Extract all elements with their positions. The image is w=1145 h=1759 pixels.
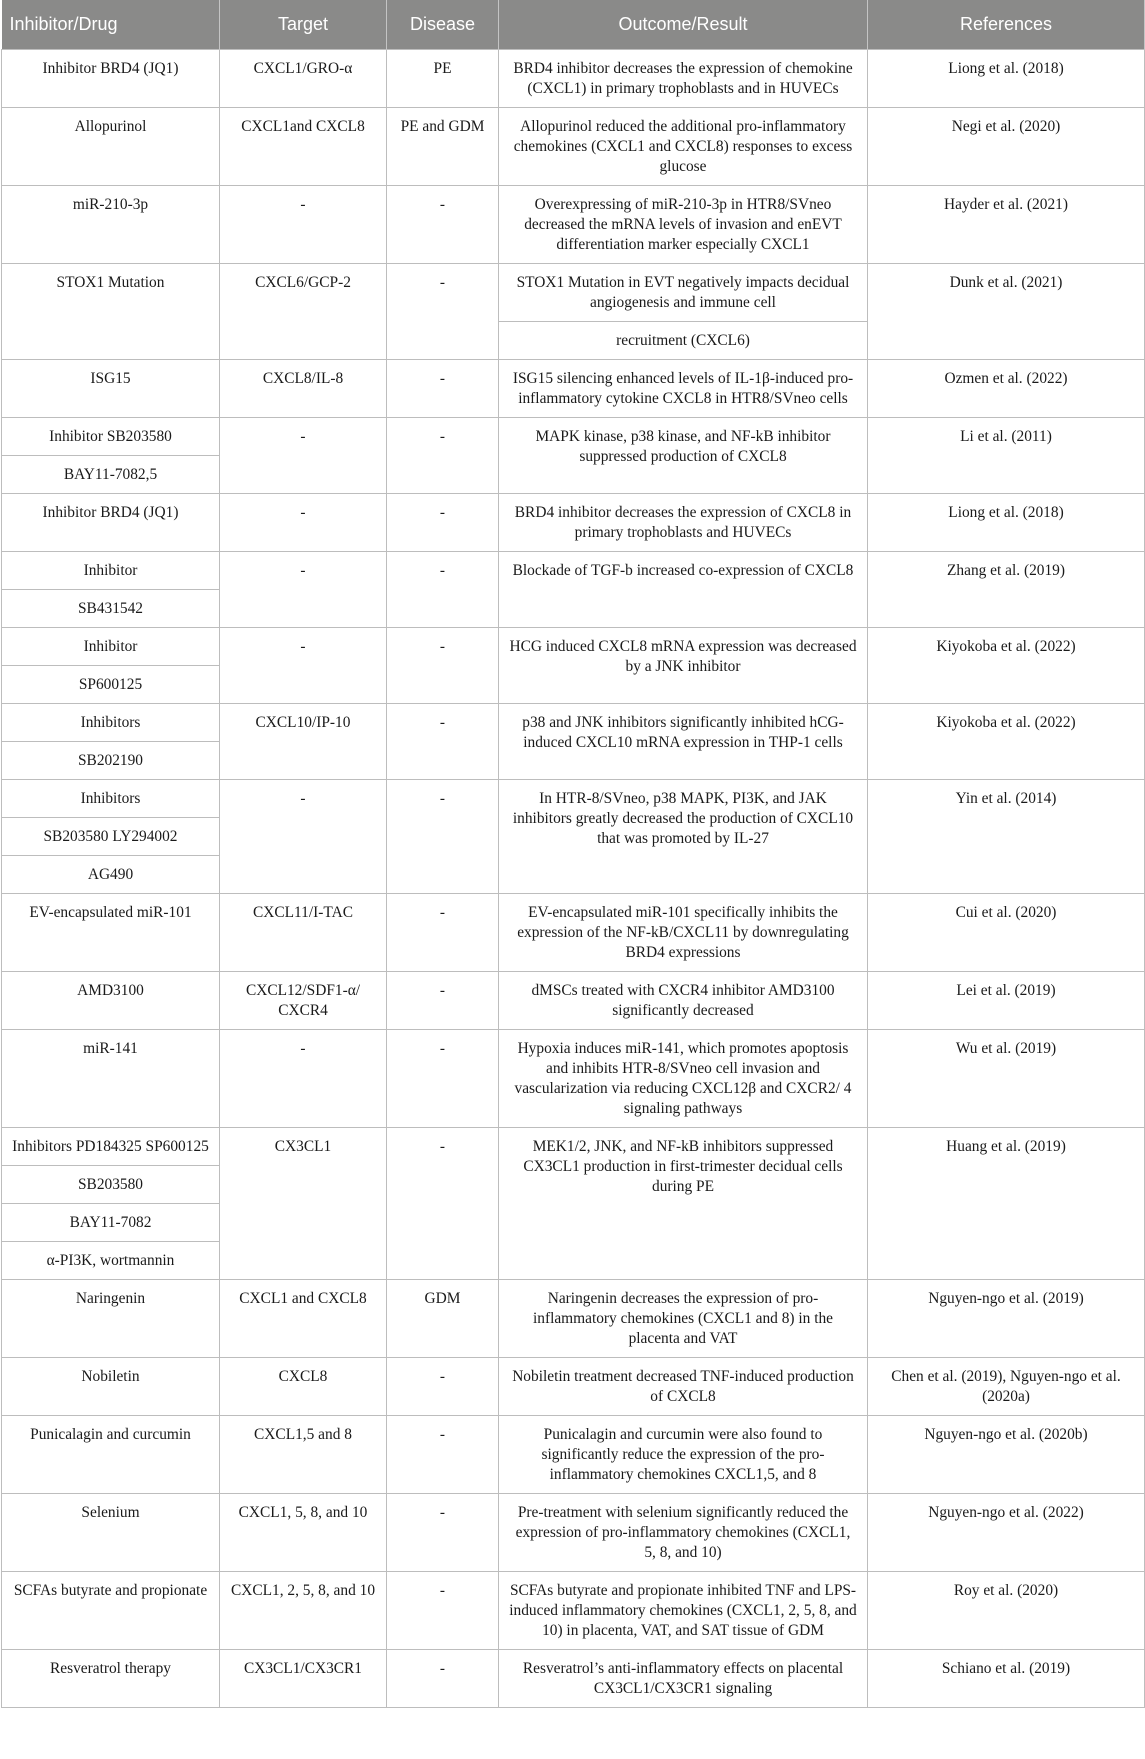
cell-outcome: Allopurinol reduced the additional pro-inflammatory chemokines (CXCL1 and CXCL8) responses to excess glucose: [499, 108, 868, 186]
table-row: [2, 1030, 1145, 1128]
cell-target: CXCL1, 2, 5, 8, and 10: [220, 1572, 387, 1650]
cell-disease: -: [387, 1416, 499, 1494]
cell-outcome: Hypoxia induces miR-141, which promotes apoptosis and inhibits HTR-8/SVneo cell invasion and vascularization via reducing CXCL12β and CXCR2/ 4 signaling pathways: [499, 1030, 868, 1128]
cell-drug: Resveratrol therapy: [2, 1650, 220, 1708]
cell-target: -: [220, 494, 387, 552]
table-row: [2, 186, 1145, 264]
table-row: [2, 1358, 1145, 1416]
cell-outcome: Punicalagin and curcumin were also found to significantly reduce the expression of the pro-inflammatory chemokines CXCL1,5, and 8: [499, 1416, 868, 1494]
cell-disease: -: [387, 552, 499, 628]
table-row: [2, 972, 1145, 1030]
cell-target: -: [220, 1030, 387, 1128]
inhibitor-table: [1, 0, 1145, 1708]
table-row: [2, 1280, 1145, 1358]
cell-drug: AG490: [2, 856, 220, 894]
cell-drug: miR-210-3p: [2, 186, 220, 264]
cell-target: CXCL8: [220, 1358, 387, 1416]
cell-disease: -: [387, 1572, 499, 1650]
cell-drug: miR-141: [2, 1030, 220, 1128]
cell-outcome: Resveratrol’s anti-inflammatory effects on placental CX3CL1/CX3CR1 signaling: [499, 1650, 868, 1708]
cell-drug: SB203580: [2, 1166, 220, 1204]
cell-drug: STOX1 Mutation: [2, 264, 220, 360]
cell-outcome: recruitment (CXCL6): [499, 322, 868, 360]
cell-drug: Inhibitor BRD4 (JQ1): [2, 494, 220, 552]
cell-disease: -: [387, 1030, 499, 1128]
cell-reference: Kiyokoba et al. (2022): [868, 628, 1145, 704]
cell-disease: -: [387, 1358, 499, 1416]
table-row: [2, 264, 1145, 322]
cell-outcome: Naringenin decreases the expression of pro-inflammatory chemokines (CXCL1 and 8) in the placenta and VAT: [499, 1280, 868, 1358]
cell-disease: -: [387, 780, 499, 894]
header-disease: Disease: [387, 0, 499, 50]
cell-reference: Schiano et al. (2019): [868, 1650, 1145, 1708]
cell-drug: Punicalagin and curcumin: [2, 1416, 220, 1494]
cell-disease: -: [387, 494, 499, 552]
table-header: [2, 0, 1145, 50]
cell-target: -: [220, 186, 387, 264]
cell-drug: ISG15: [2, 360, 220, 418]
cell-drug: α-PI3K, wortmannin: [2, 1242, 220, 1280]
table-row: [2, 50, 1145, 108]
cell-outcome: HCG induced CXCL8 mRNA expression was decreased by a JNK inhibitor: [499, 628, 868, 704]
cell-outcome: p38 and JNK inhibitors significantly inhibited hCG-induced CXCL10 mRNA expression in THP-1 cells: [499, 704, 868, 780]
table-row: [2, 1650, 1145, 1708]
cell-target: -: [220, 418, 387, 494]
cell-reference: Nguyen-ngo et al. (2019): [868, 1280, 1145, 1358]
cell-target: CXCL1 and CXCL8: [220, 1280, 387, 1358]
cell-disease: GDM: [387, 1280, 499, 1358]
cell-reference: Huang et al. (2019): [868, 1128, 1145, 1280]
cell-drug: Selenium: [2, 1494, 220, 1572]
cell-target: CXCL1/GRO-α: [220, 50, 387, 108]
cell-outcome: BRD4 inhibitor decreases the expression of chemokine (CXCL1) in primary trophoblasts and in HUVECs: [499, 50, 868, 108]
cell-target: CX3CL1/CX3CR1: [220, 1650, 387, 1708]
cell-drug: Inhibitor BRD4 (JQ1): [2, 50, 220, 108]
table-body: [2, 50, 1145, 1708]
cell-outcome: Blockade of TGF-b increased co-expression of CXCL8: [499, 552, 868, 628]
cell-reference: Nguyen-ngo et al. (2020b): [868, 1416, 1145, 1494]
cell-disease: PE: [387, 50, 499, 108]
header-inhibitor: Inhibitor/Drug: [2, 0, 220, 50]
cell-outcome: MEK1/2, JNK, and NF-kB inhibitors suppressed CX3CL1 production in first-trimester decidual cells during PE: [499, 1128, 868, 1280]
cell-outcome: ISG15 silencing enhanced levels of IL-1β-induced pro-inflammatory cytokine CXCL8 in HTR8/SVneo cells: [499, 360, 868, 418]
table-row: [2, 704, 1145, 742]
cell-outcome: BRD4 inhibitor decreases the expression of CXCL8 in primary trophoblasts and HUVECs: [499, 494, 868, 552]
cell-outcome: SCFAs butyrate and propionate inhibited TNF and LPS-induced inflammatory chemokines (CXCL1, 2, 5, 8, and 10) in placenta, VAT, and SAT tissue of GDM: [499, 1572, 868, 1650]
cell-target: CXCL1,5 and 8: [220, 1416, 387, 1494]
table-row: [2, 360, 1145, 418]
cell-disease: PE and GDM: [387, 108, 499, 186]
cell-disease: -: [387, 360, 499, 418]
header-references: References: [868, 0, 1145, 50]
cell-drug: SB431542: [2, 590, 220, 628]
cell-drug: SB202190: [2, 742, 220, 780]
cell-target: -: [220, 552, 387, 628]
cell-drug: BAY11-7082: [2, 1204, 220, 1242]
cell-target: CXCL11/I-TAC: [220, 894, 387, 972]
cell-outcome: STOX1 Mutation in EVT negatively impacts decidual angiogenesis and immune cell: [499, 264, 868, 322]
cell-outcome: Overexpressing of miR-210-3p in HTR8/SVneo decreased the mRNA levels of invasion and enEVT differentiation marker especially CXCL1: [499, 186, 868, 264]
cell-disease: -: [387, 704, 499, 780]
cell-target: CXCL8/IL-8: [220, 360, 387, 418]
cell-reference: Ozmen et al. (2022): [868, 360, 1145, 418]
cell-reference: Kiyokoba et al. (2022): [868, 704, 1145, 780]
cell-target: CXCL12/SDF1-α/ CXCR4: [220, 972, 387, 1030]
cell-disease: -: [387, 418, 499, 494]
cell-reference: Dunk et al. (2021): [868, 264, 1145, 360]
cell-outcome: dMSCs treated with CXCR4 inhibitor AMD3100 significantly decreased: [499, 972, 868, 1030]
cell-drug: Naringenin: [2, 1280, 220, 1358]
cell-reference: Wu et al. (2019): [868, 1030, 1145, 1128]
cell-reference: Cui et al. (2020): [868, 894, 1145, 972]
table-row: [2, 780, 1145, 818]
table-row: [2, 552, 1145, 590]
table-row: [2, 628, 1145, 666]
table-row: [2, 108, 1145, 186]
cell-outcome: Nobiletin treatment decreased TNF-induced production of CXCL8: [499, 1358, 868, 1416]
table-row: [2, 418, 1145, 456]
table-row: [2, 494, 1145, 552]
cell-disease: -: [387, 264, 499, 360]
cell-target: -: [220, 628, 387, 704]
cell-reference: Lei et al. (2019): [868, 972, 1145, 1030]
cell-reference: Yin et al. (2014): [868, 780, 1145, 894]
cell-reference: Roy et al. (2020): [868, 1572, 1145, 1650]
cell-reference: Li et al. (2011): [868, 418, 1145, 494]
cell-drug: Inhibitor: [2, 628, 220, 666]
cell-drug: SP600125: [2, 666, 220, 704]
cell-disease: -: [387, 894, 499, 972]
cell-disease: -: [387, 972, 499, 1030]
cell-reference: Zhang et al. (2019): [868, 552, 1145, 628]
table-row: [2, 1416, 1145, 1494]
cell-reference: Liong et al. (2018): [868, 494, 1145, 552]
table-row: [2, 1572, 1145, 1650]
cell-drug: Nobiletin: [2, 1358, 220, 1416]
header-row: [2, 0, 1145, 50]
cell-reference: Chen et al. (2019), Nguyen-ngo et al. (2020a): [868, 1358, 1145, 1416]
cell-disease: -: [387, 186, 499, 264]
cell-drug: Inhibitors: [2, 780, 220, 818]
cell-drug: Inhibitors PD184325 SP600125: [2, 1128, 220, 1166]
cell-outcome: MAPK kinase, p38 kinase, and NF-kB inhibitor suppressed production of CXCL8: [499, 418, 868, 494]
cell-target: CXCL6/GCP-2: [220, 264, 387, 360]
cell-drug: SB203580 LY294002: [2, 818, 220, 856]
cell-target: -: [220, 780, 387, 894]
header-target: Target: [220, 0, 387, 50]
cell-reference: Negi et al. (2020): [868, 108, 1145, 186]
cell-reference: Liong et al. (2018): [868, 50, 1145, 108]
cell-drug: Inhibitor SB203580: [2, 418, 220, 456]
cell-target: CXCL1, 5, 8, and 10: [220, 1494, 387, 1572]
cell-target: CX3CL1: [220, 1128, 387, 1280]
cell-disease: -: [387, 1494, 499, 1572]
cell-drug: Inhibitor: [2, 552, 220, 590]
cell-target: CXCL10/IP-10: [220, 704, 387, 780]
table-row: [2, 1128, 1145, 1166]
cell-outcome: Pre-treatment with selenium significantly reduced the expression of pro-inflammatory chemokines (CXCL1, 5, 8, and 10): [499, 1494, 868, 1572]
cell-outcome: EV-encapsulated miR-101 specifically inhibits the expression of the NF-kB/CXCL11 by downregulating BRD4 expressions: [499, 894, 868, 972]
cell-drug: EV-encapsulated miR-101: [2, 894, 220, 972]
cell-disease: -: [387, 628, 499, 704]
cell-drug: Inhibitors: [2, 704, 220, 742]
cell-disease: -: [387, 1128, 499, 1280]
cell-outcome: In HTR-8/SVneo, p38 MAPK, PI3K, and JAK inhibitors greatly decreased the production of CXCL10 that was promoted by IL-27: [499, 780, 868, 894]
table-row: [2, 894, 1145, 972]
cell-reference: Hayder et al. (2021): [868, 186, 1145, 264]
cell-reference: Nguyen-ngo et al. (2022): [868, 1494, 1145, 1572]
cell-drug: AMD3100: [2, 972, 220, 1030]
header-outcome: Outcome/Result: [499, 0, 868, 50]
cell-drug: BAY11-7082,5: [2, 456, 220, 494]
table-row: [2, 1494, 1145, 1572]
cell-drug: SCFAs butyrate and propionate: [2, 1572, 220, 1650]
cell-disease: -: [387, 1650, 499, 1708]
cell-target: CXCL1and CXCL8: [220, 108, 387, 186]
cell-drug: Allopurinol: [2, 108, 220, 186]
